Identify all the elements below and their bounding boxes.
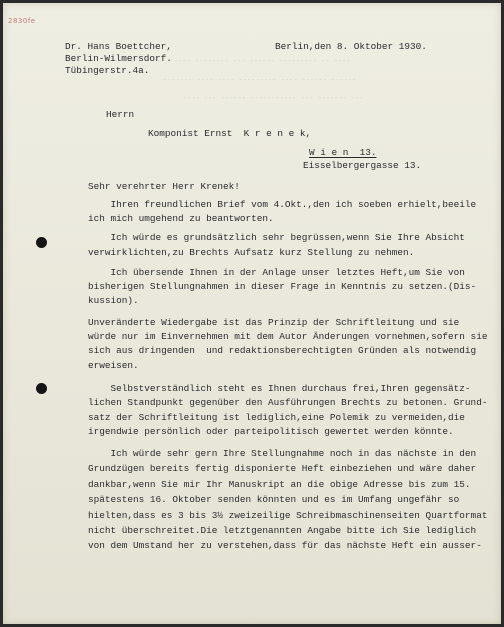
body-line: irgendwie persönlich oder parteipolitisch gewertet werden könnte. xyxy=(88,426,454,437)
bleed-through: ------- ---- ---- --------- ---- ------ ------ xyxy=(163,77,357,85)
body-line: Selbstverständlich steht es Ihnen durchaus frei,Ihren gegensätz- xyxy=(88,383,471,394)
sender-name: Dr. Hans Boettcher, xyxy=(65,41,172,52)
punch-hole xyxy=(36,383,47,394)
body-line: dankbar,wenn Sie mir Ihr Manuskript an die obige Adresse bis zum 15. xyxy=(88,479,471,490)
sender-district: Berlin-Wilmersdorf. xyxy=(65,53,172,64)
recipient-name: Komponist Ernst K r e n e k, xyxy=(148,128,312,139)
sender-street: Tübingerstr.4a. xyxy=(65,65,150,76)
bleed-through: --- ----- -------- --- ------ --------- -- ---- xyxy=(153,58,351,66)
body-line: Grundzügen bereits fertig disponierte Heft einbeziehen und wäre daher xyxy=(88,463,477,474)
bleed-through: ---- --- ------ ----------- --- ------- --- xyxy=(183,95,364,103)
body-line: verwirklichten,zu Brechts Aufsatz kurz Stellung zu nehmen. xyxy=(88,247,415,258)
date-line: Berlin,den 8. Oktober 1930. xyxy=(275,41,427,52)
body-line: spätestens 16. Oktober senden könnten und es im Umfang ungefähr so xyxy=(88,494,460,505)
body-line: kussion). xyxy=(88,295,139,306)
body-line: erweisen. xyxy=(88,360,139,371)
body-line: bisherigen Stellungnahmen in dieser Frage in Kenntnis zu setzen.(Dis- xyxy=(88,281,477,292)
body-line: Ich übersende Ihnen in der Anlage unser letztes Heft,um Sie von xyxy=(88,267,465,278)
body-line-text: würde nur im Einvernehmen mit dem Autor Änderungen vornehmen,sofern sie xyxy=(88,331,488,342)
body-line: satz der Schriftleitung ist lediglich,eine Polemik zu vermeiden,die xyxy=(88,412,465,423)
body-line xyxy=(88,331,487,343)
recipient-salutation: Herrn xyxy=(106,109,135,120)
body-line: lichen Standpunkt gegenüber den Ausführungen Brechts zu betonen. Grund- xyxy=(88,397,488,408)
body-line: nicht überschreitet.Die letztgenannten Angabe bitte ich Sie lediglich xyxy=(88,525,477,536)
letter-page xyxy=(3,3,501,624)
greeting: Sehr verehrter Herr Krenek! xyxy=(88,181,240,192)
body-line: Ich würde sehr gern Ihre Stellungnahme noch in das nächste in den xyxy=(88,448,477,459)
recipient-street: Eisselbergergasse 13. xyxy=(303,160,422,171)
archive-pencil-mark: 2830fe xyxy=(8,17,36,25)
recipient-city: W i e n 13. xyxy=(309,147,377,158)
punch-hole xyxy=(36,237,47,248)
body-line: Ich würde es grundsätzlich sehr begrüssen,wenn Sie Ihre Absicht xyxy=(88,232,465,243)
body-line: sich aus dringenden und redaktionsberechtigten Gründen als notwendig xyxy=(88,345,477,356)
body-line: ich mich umgehend zu beantworten. xyxy=(88,213,274,224)
body-line: Ihren freundlichen Brief vom 4.Okt.,den ich soeben erhielt,beeile xyxy=(88,199,477,210)
body-line: von dem Umstand her zu verstehen,dass für das nächste Heft ein ausser- xyxy=(88,540,482,551)
body-line: hielten,dass es 3 bis 3½ zweizeilige Schreibmaschinenseiten Quartformat xyxy=(88,510,488,521)
body-line: Unveränderte Wiedergabe ist das Prinzip der Schriftleitung und sie xyxy=(88,317,460,328)
